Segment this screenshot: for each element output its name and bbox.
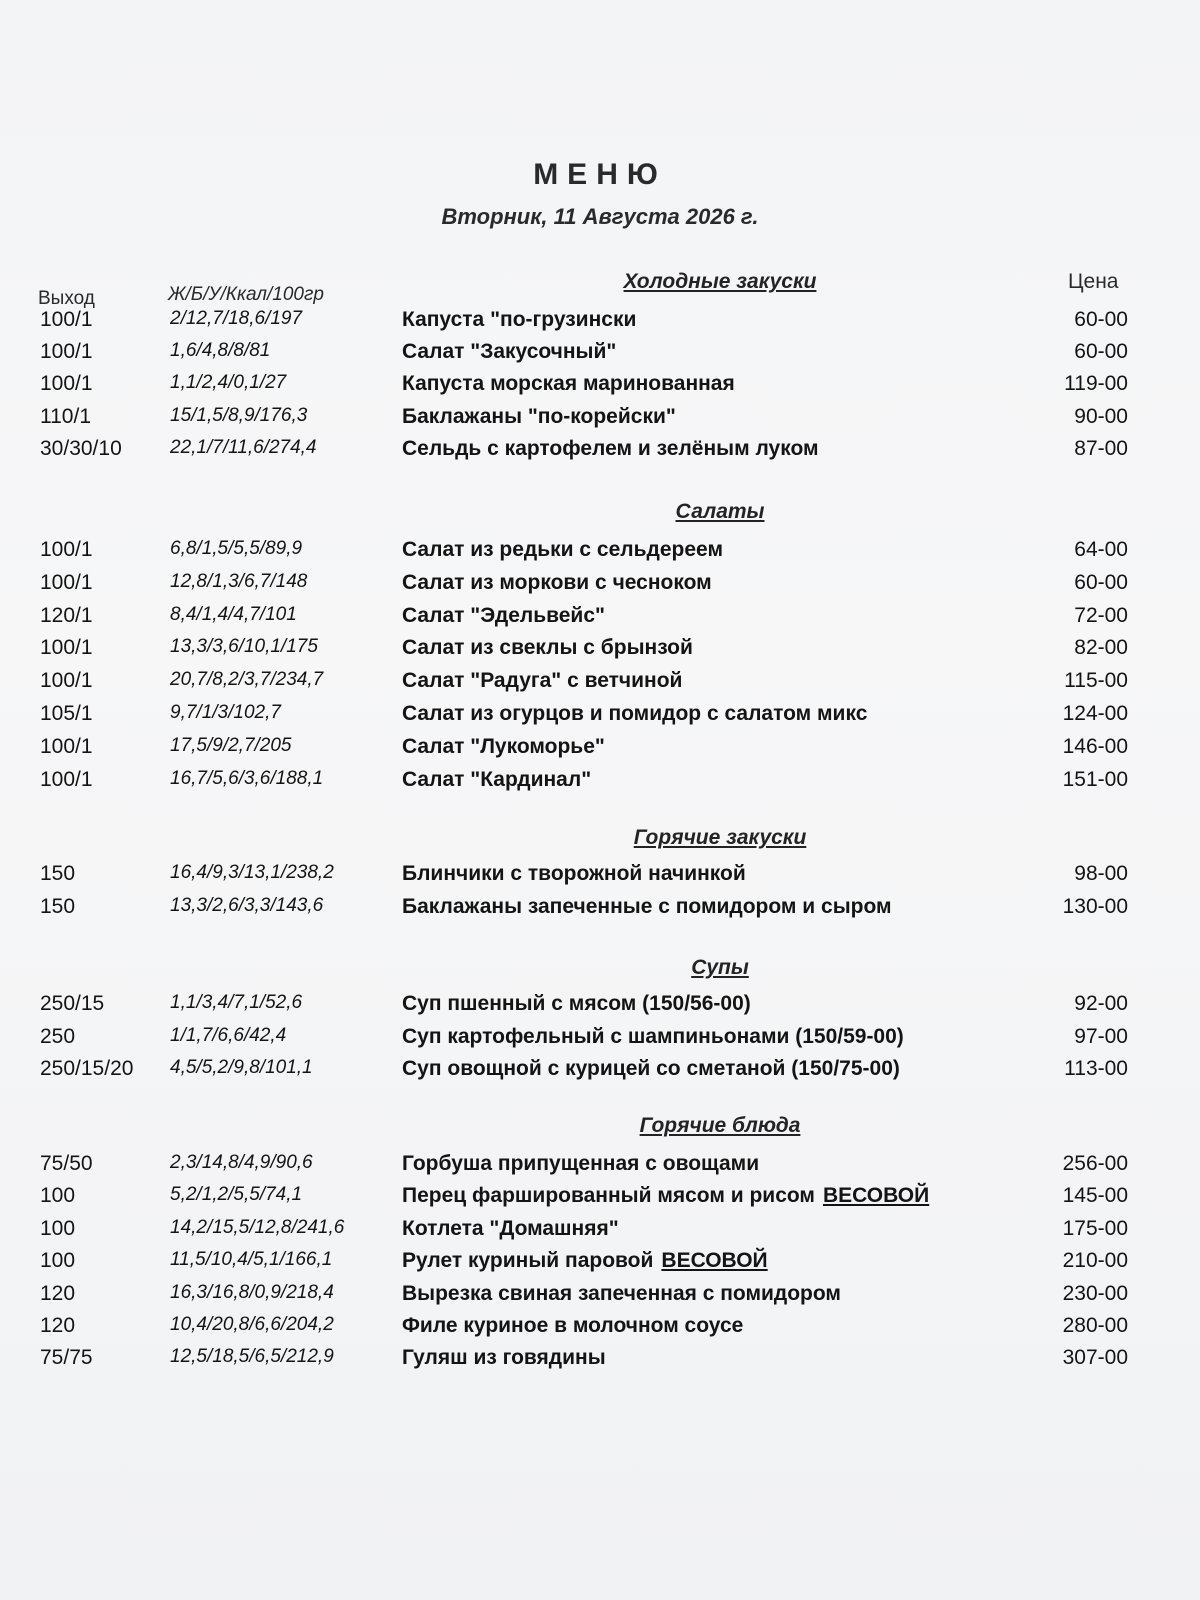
menu-date: Вторник, 11 Августа 2026 г. (441, 204, 759, 229)
item-nutrition: 20,7/8,2/3,7/234,7 (170, 669, 324, 691)
item-price: 90-00 (1074, 404, 1128, 428)
item-price: 92-00 (1074, 992, 1128, 1015)
section-title: Горячие закуски (633, 826, 807, 849)
item-price: 175-00 (1062, 1216, 1128, 1240)
item-price: 145-00 (1062, 1184, 1128, 1208)
item-name (402, 372, 735, 396)
item-price: 98-00 (1074, 862, 1128, 885)
menu-item-row (0, 571, 1200, 603)
item-name-text: Гуляш из говядины (402, 1346, 606, 1370)
item-nutrition: 14,2/15,5/12,8/241,6 (170, 1216, 345, 1238)
menu-item-row (0, 1025, 1200, 1057)
item-output: 100/1 (40, 308, 93, 331)
item-output: 100/1 (40, 669, 93, 693)
item-name-text: Салат из моркови с чесноком (402, 570, 712, 594)
menu-item-row (0, 340, 1200, 372)
item-price: 119-00 (1064, 372, 1128, 396)
item-output: 250/15 (40, 992, 105, 1015)
item-name (402, 1314, 743, 1338)
item-name (402, 735, 605, 759)
item-name (402, 895, 892, 919)
item-output: 75/50 (40, 1152, 93, 1175)
item-name-text: Салат "Радуга" с ветчиной (402, 669, 683, 693)
item-name-text: Салат "Эдельвейс" (402, 603, 605, 627)
section-title: Холодные закуски (623, 270, 817, 293)
item-name-text: Суп овощной с курицей со сметаной (150/75-00) (402, 1057, 900, 1080)
item-name (402, 538, 723, 562)
item-name-text: Рулет куриный паровой (402, 1249, 654, 1273)
menu-item-row (0, 992, 1200, 1024)
item-name-text: Капуста морская маринованная (402, 372, 735, 396)
item-price: 256-00 (1062, 1152, 1128, 1175)
item-output: 100/1 (40, 734, 93, 758)
item-nutrition: 13,3/2,6/3,3/143,6 (170, 895, 324, 916)
item-nutrition: 10,4/20,8/6,6/204,2 (170, 1314, 334, 1335)
item-price: 64-00 (1074, 538, 1128, 561)
item-output: 100 (40, 1249, 76, 1273)
item-price: 113-00 (1064, 1057, 1128, 1080)
item-name-text: Салат из редьки с сельдереем (402, 538, 723, 561)
item-nutrition: 16,7/5,6/3,6/188,1 (170, 767, 324, 789)
item-output: 100/1 (40, 636, 93, 660)
item-name-text: Баклажаны "по-корейски" (402, 404, 676, 428)
menu-item-row (0, 636, 1200, 668)
menu-item-row (0, 768, 1200, 800)
item-name-text: Котлета "Домашняя" (402, 1216, 619, 1240)
item-name (402, 340, 616, 364)
item-nutrition: 8,4/1,4/4,7/101 (170, 603, 297, 625)
item-price: 60-00 (1074, 308, 1128, 331)
item-name (402, 604, 605, 628)
item-nutrition: 4,5/5,2/9,8/101,1 (170, 1057, 313, 1078)
menu-item-row (0, 1217, 1200, 1249)
column-header-nutrition: Ж/Б/У/Ккал/100гр (168, 284, 324, 305)
section-title: Супы (691, 956, 749, 979)
item-price: 280-00 (1062, 1314, 1128, 1337)
item-weight-tag: ВЕСОВОЙ (661, 1249, 768, 1273)
item-nutrition: 1,6/4,8/8/81 (170, 340, 271, 362)
menu-item-row (0, 1249, 1200, 1281)
item-name (402, 636, 693, 660)
item-output: 30/30/10 (40, 436, 122, 460)
item-output: 100 (40, 1184, 76, 1208)
item-nutrition: 16,3/16,8/0,9/218,4 (170, 1281, 334, 1303)
item-name (402, 1025, 904, 1049)
menu-item-row (0, 308, 1200, 340)
item-price: 151-00 (1062, 767, 1128, 791)
item-price: 97-00 (1074, 1024, 1128, 1048)
item-name (402, 308, 636, 332)
column-header-output: Выход (38, 288, 95, 309)
item-nutrition: 16,4/9,3/13,1/238,2 (170, 862, 334, 883)
item-price: 146-00 (1062, 734, 1128, 758)
item-nutrition: 11,5/10,4/5,1/166,1 (170, 1249, 333, 1271)
item-price: 60-00 (1074, 340, 1128, 364)
item-name (402, 1249, 768, 1273)
item-output: 100/1 (40, 538, 93, 561)
page-title: МЕНЮ (533, 158, 667, 191)
item-output: 100/1 (40, 372, 93, 396)
menu-item-row (0, 669, 1200, 701)
item-output: 105/1 (40, 702, 93, 725)
item-name-text: Салат "Закусочный" (402, 340, 617, 364)
item-nutrition: 17,5/9/2,7/205 (170, 734, 292, 756)
menu-item-row (0, 1346, 1200, 1378)
item-nutrition: 15/1,5/8,9/176,3 (170, 404, 308, 426)
item-name (402, 571, 712, 595)
item-name (402, 768, 591, 792)
item-name-text: Суп пшенный с мясом (150/56-00) (402, 992, 751, 1015)
item-name-text: Баклажаны запеченные с помидором и сыром (402, 895, 892, 918)
item-price: 60-00 (1074, 570, 1128, 594)
item-price: 72-00 (1074, 603, 1128, 627)
menu-item-row (0, 895, 1200, 927)
item-price: 82-00 (1074, 636, 1128, 660)
item-price: 87-00 (1074, 436, 1128, 460)
item-name-text: Горбуша припущенная с овощами (402, 1152, 760, 1175)
item-name-text: Вырезка свиная запеченная с помидором (402, 1281, 841, 1305)
item-output: 120 (40, 1314, 76, 1337)
item-output: 120 (40, 1281, 76, 1305)
item-name (402, 1152, 759, 1176)
item-name-text: Суп картофельный с шампиньонами (150/59-00) (402, 1024, 904, 1048)
item-name-text: Салат из огурцов и помидор с салатом микс (402, 702, 868, 725)
item-output: 250/15/20 (40, 1057, 134, 1080)
item-nutrition: 2/12,7/18,6/197 (170, 308, 303, 329)
item-weight-tag: ВЕСОВОЙ (822, 1184, 930, 1208)
item-nutrition: 9,7/1/3/102,7 (170, 702, 281, 723)
menu-item-row (0, 538, 1200, 570)
item-name-text: Салат "Кардинал" (402, 767, 592, 791)
item-output: 150 (40, 895, 76, 918)
menu-item-row (0, 862, 1200, 894)
item-name-text: Блинчики с творожной начинкой (402, 862, 746, 885)
item-name (402, 1184, 929, 1208)
item-output: 100/1 (40, 570, 93, 594)
item-output: 75/75 (40, 1346, 93, 1370)
item-price: 230-00 (1062, 1281, 1128, 1305)
item-nutrition: 1/1,7/6,6/42,4 (170, 1024, 287, 1046)
menu-item-row (0, 405, 1200, 437)
item-nutrition: 1,1/3,4/7,1/52,6 (170, 992, 303, 1013)
item-name-text: Филе куриное в молочном соусе (402, 1314, 744, 1337)
item-output: 250 (40, 1024, 76, 1048)
menu-item-row (0, 735, 1200, 767)
menu-item-row (0, 372, 1200, 404)
item-nutrition: 22,1/7/11,6/274,4 (170, 436, 317, 458)
item-name (402, 702, 867, 726)
item-name (402, 1057, 900, 1081)
menu-item-row (0, 1184, 1200, 1216)
item-nutrition: 6,8/1,5/5,5/89,9 (170, 538, 303, 559)
item-name-text: Салат из свеклы с брынзой (402, 636, 693, 660)
item-nutrition: 12,5/18,5/6,5/212,9 (170, 1346, 334, 1368)
item-name-text: Капуста "по-грузински (402, 308, 637, 331)
section-title: Салаты (675, 500, 765, 523)
item-output: 110/1 (40, 404, 91, 428)
item-name (402, 862, 746, 886)
item-output: 100/1 (40, 340, 93, 364)
item-name (402, 669, 682, 693)
item-name (402, 992, 751, 1016)
menu-item-row (0, 1282, 1200, 1314)
item-name-text: Сельдь с картофелем и зелёным луком (402, 436, 819, 460)
item-price: 130-00 (1062, 895, 1128, 918)
item-nutrition: 13,3/3,6/10,1/175 (170, 636, 318, 658)
section-title: Горячие блюда (639, 1114, 801, 1137)
menu-item-row (0, 702, 1200, 734)
item-output: 100/1 (40, 767, 93, 791)
item-price: 124-00 (1062, 702, 1128, 725)
item-price: 307-00 (1062, 1346, 1128, 1370)
menu-item-row (0, 1314, 1200, 1346)
item-output: 120/1 (40, 603, 93, 627)
item-nutrition: 1,1/2,4/0,1/27 (170, 372, 287, 394)
item-output: 100 (40, 1216, 76, 1240)
item-nutrition: 2,3/14,8/4,9/90,6 (170, 1152, 313, 1173)
item-name (402, 1282, 841, 1306)
menu-item-row (0, 604, 1200, 636)
item-nutrition: 5,2/1,2/5,5/74,1 (170, 1184, 303, 1206)
item-price: 115-00 (1064, 669, 1128, 693)
item-output: 150 (40, 862, 76, 885)
item-name-text: Салат "Лукоморье" (402, 734, 605, 758)
item-name (402, 405, 676, 429)
item-name-text: Перец фаршированный мясом и рисом (402, 1184, 815, 1208)
item-name (402, 437, 819, 461)
menu-item-row (0, 437, 1200, 469)
menu-item-row (0, 1057, 1200, 1089)
menu-item-row (0, 1152, 1200, 1184)
item-name (402, 1346, 606, 1370)
item-name (402, 1217, 619, 1241)
item-nutrition: 12,8/1,3/6,7/148 (170, 570, 308, 592)
item-price: 210-00 (1062, 1249, 1128, 1273)
column-header-price: Цена (1068, 270, 1119, 293)
